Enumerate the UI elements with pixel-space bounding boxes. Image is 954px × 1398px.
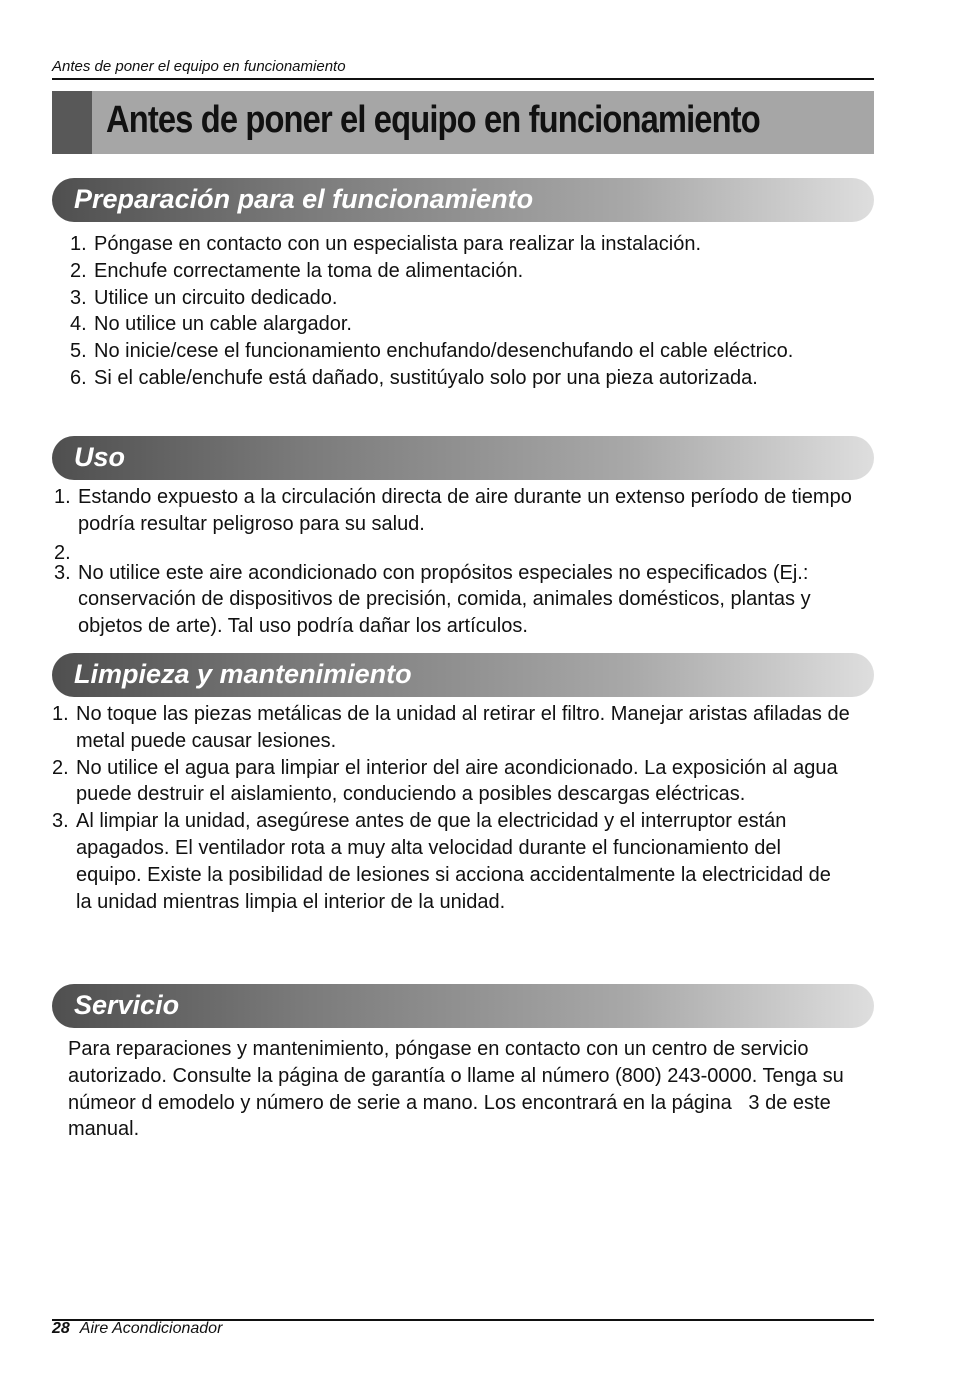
item-number: 6. — [70, 366, 87, 389]
list-item — [70, 258, 860, 285]
header-rule — [52, 78, 874, 80]
list-item — [52, 755, 852, 809]
servicio-paragraph: Para reparaciones y mantenimiento, póngase en contacto con un centro de servicio autorizado. Consulte la página de garantía o llame al número (800) 243-0000. Tenga su númeor d emodelo y número de serie a mano. Los encontrará en la página 3 de este manual. — [68, 1038, 850, 1141]
list-item — [52, 701, 852, 755]
section-heading: Limpieza y mantenimiento — [74, 659, 412, 689]
list-item — [54, 484, 860, 538]
page-title-bar — [52, 91, 874, 154]
section-header-servicio — [52, 984, 874, 1028]
item-number: 5. — [70, 340, 87, 363]
section-heading: Uso — [74, 442, 126, 472]
list-item — [70, 285, 860, 312]
limpieza-list — [52, 701, 852, 915]
item-text: Póngase en contacto con un especialista para realizar la instalación. — [94, 233, 702, 255]
preparacion-list — [70, 231, 860, 392]
list-item — [70, 311, 860, 338]
section-header-limpieza — [52, 653, 874, 697]
list-item — [54, 560, 860, 640]
item-text: No utilice el agua para limpiar el interior del aire acondicionado. La exposición al agua puede destruir el aislamiento, conduciendo a posibles descargas eléctricas. — [76, 756, 838, 806]
section-header-preparacion — [52, 178, 874, 222]
section-header-uso — [52, 436, 874, 480]
item-number: 3. — [52, 810, 69, 833]
item-text: No utilice este aire acondicionado con propósitos especiales no especificados (Ej.: conservación de dispositivos de precisión, comida, animales domésticos, plantas y objetos de arte). Tal uso podría dañar los artículos. — [78, 561, 811, 638]
item-number: 2. — [52, 756, 69, 779]
item-text: Si el cable/enchufe está dañado, sustitúyalo solo por una pieza autorizada. — [94, 366, 758, 389]
section-heading: Servicio — [74, 990, 180, 1020]
item-number: 1. — [54, 486, 71, 508]
item-text: Enchufe correctamente la toma de alimentación. — [94, 259, 524, 282]
page-footer — [52, 1320, 222, 1338]
item-text: No toque las piezas metálicas de la unidad al retirar el filtro. Manejar aristas afiladas de metal puede causar lesiones. — [76, 703, 850, 752]
uso-list — [54, 484, 860, 640]
page-title: Antes de poner el equipo en funcionamiento — [106, 99, 760, 141]
item-text: No inicie/cese el funcionamiento enchufando/desenchufando el cable eléctrico. — [94, 340, 794, 363]
item-number: 2. — [54, 541, 71, 564]
item-number: 4. — [70, 313, 87, 336]
item-number: 1. — [70, 233, 87, 255]
running-header: Antes de poner el equipo en funcionamiento — [52, 58, 346, 75]
item-text: Estando expuesto a la circulación directa de aire durante un extenso período de tiempo podría resultar peligroso para su salud. — [78, 486, 852, 535]
page-number: 28 — [52, 1320, 70, 1337]
title-accent-block — [52, 91, 92, 154]
item-number: 3. — [70, 286, 87, 309]
list-item — [54, 538, 860, 564]
item-text: No utilice un cable alargador. — [94, 313, 352, 336]
list-item — [70, 338, 860, 365]
list-item — [52, 808, 852, 915]
item-number: 2. — [70, 259, 87, 282]
item-number: 1. — [52, 703, 69, 725]
product-name: Aire Acondicionador — [79, 1320, 223, 1337]
item-text: Al limpiar la unidad, asegúrese antes de que la electricidad y el interruptor están apagados. El ventilador rota a muy alta velocidad durante el funcionamiento del equipo. Existe la posibilidad de lesiones si acciona accidentalmente la electricidad de la unidad mientras limpia el interior de la unidad. — [76, 810, 831, 913]
list-item — [70, 231, 860, 258]
item-number: 3. — [54, 561, 71, 584]
section-heading: Preparación para el funcionamiento — [74, 184, 534, 214]
item-text: Utilice un circuito dedicado. — [94, 286, 338, 309]
list-item — [70, 365, 860, 392]
